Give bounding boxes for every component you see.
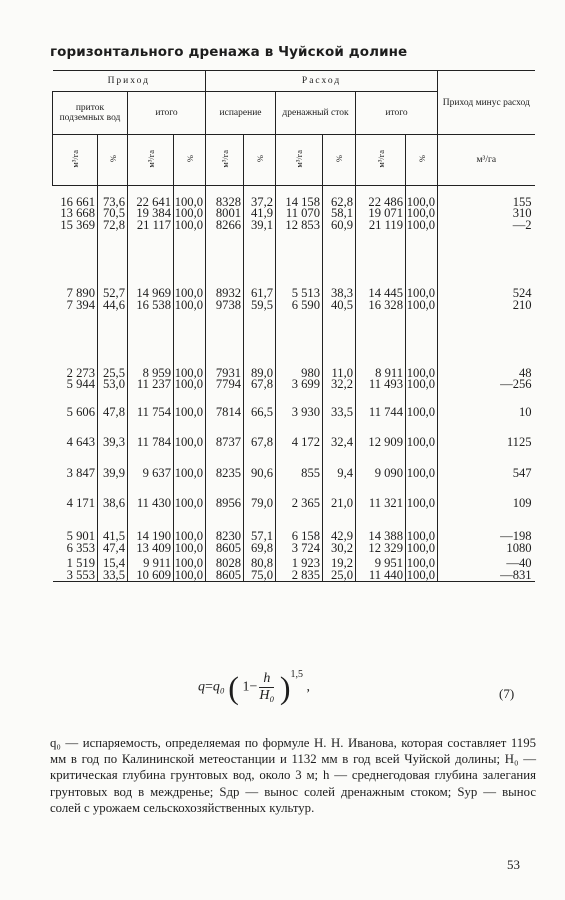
unit-label: % xyxy=(416,154,427,163)
table-cell: 38,3 40,5 xyxy=(323,288,356,368)
table-cell: 14 969 16 538 xyxy=(128,288,174,368)
equation-number: (7) xyxy=(499,686,515,701)
table-cell: 100,0 xyxy=(174,498,206,531)
table-cell: 1125 xyxy=(438,437,535,467)
table-cell: 14 158 11 070 12 853 xyxy=(276,186,323,289)
table-row xyxy=(53,288,535,368)
table-cell: 100,0 xyxy=(406,468,438,498)
formula-trailing: , xyxy=(306,679,310,695)
table-cell: 80,8 75,0 xyxy=(244,558,276,581)
table-cell: 1 519 3 553 xyxy=(53,558,98,581)
unit-label: % xyxy=(334,154,345,163)
table-cell: 100,0 xyxy=(406,407,438,437)
table-cell: 8932 9738 xyxy=(206,288,244,368)
table-cell: 67,8 xyxy=(244,437,276,467)
table-cell: 11 784 xyxy=(128,437,174,467)
table-cell: 100,0 xyxy=(174,468,206,498)
table-cell: 5 513 6 590 xyxy=(276,288,323,368)
table-cell: 2 365 xyxy=(276,498,323,531)
formula-numerator: h xyxy=(259,671,274,688)
header-income: Приход xyxy=(53,71,206,92)
table-body xyxy=(53,186,535,582)
table-cell: 11 321 xyxy=(356,498,406,531)
table-cell: 100,0 xyxy=(174,437,206,467)
explanation-text xyxy=(50,735,536,816)
table-row xyxy=(53,498,535,531)
table-cell: 7931 7794 xyxy=(206,368,244,407)
table-cell: 100,0 xyxy=(406,437,438,467)
table-cell: 48 —256 xyxy=(438,368,535,407)
table-cell: 62,8 58,1 60,9 xyxy=(323,186,356,289)
table-cell: 100,0 100,0 100,0 xyxy=(174,186,206,289)
table-cell: 79,0 xyxy=(244,498,276,531)
table-cell: 8 959 11 237 xyxy=(128,368,174,407)
table-cell: 14 445 16 328 xyxy=(356,288,406,368)
table-cell: 33,5 xyxy=(323,407,356,437)
formula-paren-left: ( xyxy=(228,669,239,706)
table-cell: 8028 8605 xyxy=(206,558,244,581)
unit-label: % xyxy=(254,154,265,163)
table-cell: 37,2 41,9 39,1 xyxy=(244,186,276,289)
table-cell: 109 xyxy=(438,498,535,531)
unit-header xyxy=(276,135,323,186)
table-cell: 5 901 6 353 xyxy=(66,529,95,555)
unit-label: м³/га xyxy=(70,149,80,168)
unit-header xyxy=(174,135,206,186)
header-net: Приход минус расход xyxy=(438,71,535,135)
table-header xyxy=(53,71,535,186)
table-cell: 155 310 —2 xyxy=(438,186,535,289)
table-row xyxy=(53,186,535,289)
unit-header-net: м³/га xyxy=(438,135,535,186)
unit-label: м³/га xyxy=(145,149,156,168)
table-cell: 61,7 59,5 xyxy=(244,288,276,368)
table-cell: 100,0 100,0 xyxy=(406,558,438,581)
table-cell: 100,0 100,0 xyxy=(406,288,438,368)
explanation-paragraph: q₀ — испаряемость, определяемая по формуле Н. Н. Иванова, которая составляет 1195 мм в год по Калининской метеостанции и 1132 мм в год всей Чуйской долины; H₀ — критическая глубина грунтовых вод, около 3 м; h — среднегодовая глубина залегания грунтовых вод в междренье; Sдр — вынос солей дренажным стоком; Sур — вынос солей с урожаем сельскохозяйственных культур. xyxy=(50,736,536,815)
table-cell: 19,2 25,0 xyxy=(323,558,356,581)
table-cell: 11 744 xyxy=(356,407,406,437)
header-groundwater-inflow: приток подземных вод xyxy=(53,92,128,135)
table-cell: 3 930 xyxy=(276,407,323,437)
table-cell: 9 637 xyxy=(128,468,174,498)
table-cell: 2 273 5 944 xyxy=(66,366,95,392)
table-cell: 22 486 19 071 21 119 xyxy=(356,186,406,289)
table-cell: 66,5 xyxy=(244,407,276,437)
formula-denominator: H₀ xyxy=(259,688,275,703)
table-cell: 10 xyxy=(438,407,535,437)
table-cell: 14 388 12 329 xyxy=(356,531,406,558)
table-cell: 39,3 xyxy=(98,437,128,467)
table-cell: 32,4 xyxy=(323,437,356,467)
formula-lhs: q xyxy=(198,679,205,695)
table-cell: 12 909 xyxy=(356,437,406,467)
unit-label: м³/га xyxy=(219,149,230,168)
table-row xyxy=(53,437,535,467)
formula-exponent: 1,5 xyxy=(290,668,303,680)
table-cell: 9 090 xyxy=(356,468,406,498)
table-cell: 8230 8605 xyxy=(206,531,244,558)
page-heading: горизонтального дренажа в Чуйской долине xyxy=(50,44,408,60)
table-row xyxy=(53,368,535,407)
table-cell: 100,0 100,0 xyxy=(406,531,438,558)
table-cell: 7814 xyxy=(206,407,244,437)
balance-table xyxy=(52,70,535,582)
table-cell: 3 847 xyxy=(66,465,95,480)
formula: q=q₀ ( 1− $\frac{h}{\text{H₀}}$ )$^{1,5}$ , xyxy=(198,668,310,706)
table-row xyxy=(53,468,535,498)
table-cell: 100,0 100,0 xyxy=(174,288,206,368)
unit-label: м³/га xyxy=(294,149,305,168)
table-cell: 100,0 100,0 xyxy=(174,558,206,581)
table-cell: 41,5 47,4 xyxy=(98,531,128,558)
table-cell: 980 3 699 xyxy=(276,368,323,407)
table-cell: 16 661 13 668 15 369 xyxy=(60,195,95,232)
table-cell: 57,1 69,8 xyxy=(244,531,276,558)
formula-fraction xyxy=(259,671,274,704)
table-row xyxy=(53,407,535,437)
table-cell: 524 210 xyxy=(438,288,535,368)
table-cell: —198 1080 xyxy=(438,531,535,558)
table-cell: 9 911 10 609 xyxy=(128,558,174,581)
table-cell: 21,0 xyxy=(323,498,356,531)
table-cell: 14 190 13 409 xyxy=(128,531,174,558)
unit-header xyxy=(406,135,438,186)
table-cell: 42,9 30,2 xyxy=(323,531,356,558)
table-cell: 22 641 19 384 21 117 xyxy=(128,186,174,289)
table-cell: 4 643 xyxy=(66,435,95,450)
page-number: 53 xyxy=(507,857,520,872)
table-row xyxy=(53,558,535,581)
table-cell: 9 951 11 440 xyxy=(356,558,406,581)
table-cell: 6 158 3 724 xyxy=(276,531,323,558)
table-cell: 8328 8001 8266 xyxy=(206,186,244,289)
header-evaporation: испарение xyxy=(206,92,276,135)
table-cell: 73,6 70,5 72,8 xyxy=(98,186,128,289)
table-cell: 38,6 xyxy=(98,498,128,531)
table-cell: 8 911 11 493 xyxy=(356,368,406,407)
table-cell: 25,5 53,0 xyxy=(98,368,128,407)
table-cell: 47,8 xyxy=(98,407,128,437)
header-income-total: итого xyxy=(128,92,206,135)
table-cell: 11 430 xyxy=(128,498,174,531)
table-cell: 547 xyxy=(438,468,535,498)
table-cell: 7 890 7 394 xyxy=(66,286,95,312)
formula-q0: q₀ xyxy=(212,679,225,695)
unit-label: % xyxy=(107,154,118,163)
table-cell: 39,9 xyxy=(98,468,128,498)
formula-paren-right: ) xyxy=(279,669,291,706)
table-cell: 5 606 xyxy=(66,404,95,419)
table-cell: 100,0 100,0 100,0 xyxy=(406,186,438,289)
table-cell: 855 xyxy=(276,468,323,498)
table-cell: 90,6 xyxy=(244,468,276,498)
header-outgo: Расход xyxy=(206,71,438,92)
unit-label: % xyxy=(184,154,195,163)
unit-header xyxy=(244,135,276,186)
table-cell: 8235 xyxy=(206,468,244,498)
table-cell: 52,7 44,6 xyxy=(98,288,128,368)
unit-header xyxy=(53,135,98,186)
table-cell: 9,4 xyxy=(323,468,356,498)
unit-header xyxy=(323,135,356,186)
table-cell: 4 171 xyxy=(66,496,95,511)
table-row xyxy=(53,531,535,558)
unit-header xyxy=(206,135,244,186)
table-cell: 100,0 100,0 xyxy=(174,368,206,407)
table-cell: 100,0 100,0 xyxy=(406,368,438,407)
table-cell: 100,0 100,0 xyxy=(174,531,206,558)
table-cell: 8737 xyxy=(206,437,244,467)
unit-header xyxy=(98,135,128,186)
table-cell: 8956 xyxy=(206,498,244,531)
table-cell: 15,4 33,5 xyxy=(98,558,128,581)
table-cell: 100,0 xyxy=(406,498,438,531)
header-outgo-total: итого xyxy=(356,92,438,135)
header-drainage-runoff: дренажный сток xyxy=(276,92,356,135)
unit-header xyxy=(356,135,406,186)
table-cell: 11,0 32,2 xyxy=(323,368,356,407)
table-cell: 11 754 xyxy=(128,407,174,437)
table-cell: —40 —831 xyxy=(438,558,535,581)
formula-one-minus: 1− xyxy=(242,679,258,695)
unit-header xyxy=(128,135,174,186)
unit-label: м³/га xyxy=(375,149,386,168)
table-cell: 1 923 2 835 xyxy=(276,558,323,581)
table-cell: 4 172 xyxy=(276,437,323,467)
table-cell: 100,0 xyxy=(174,407,206,437)
table-cell: 89,0 67,8 xyxy=(244,368,276,407)
